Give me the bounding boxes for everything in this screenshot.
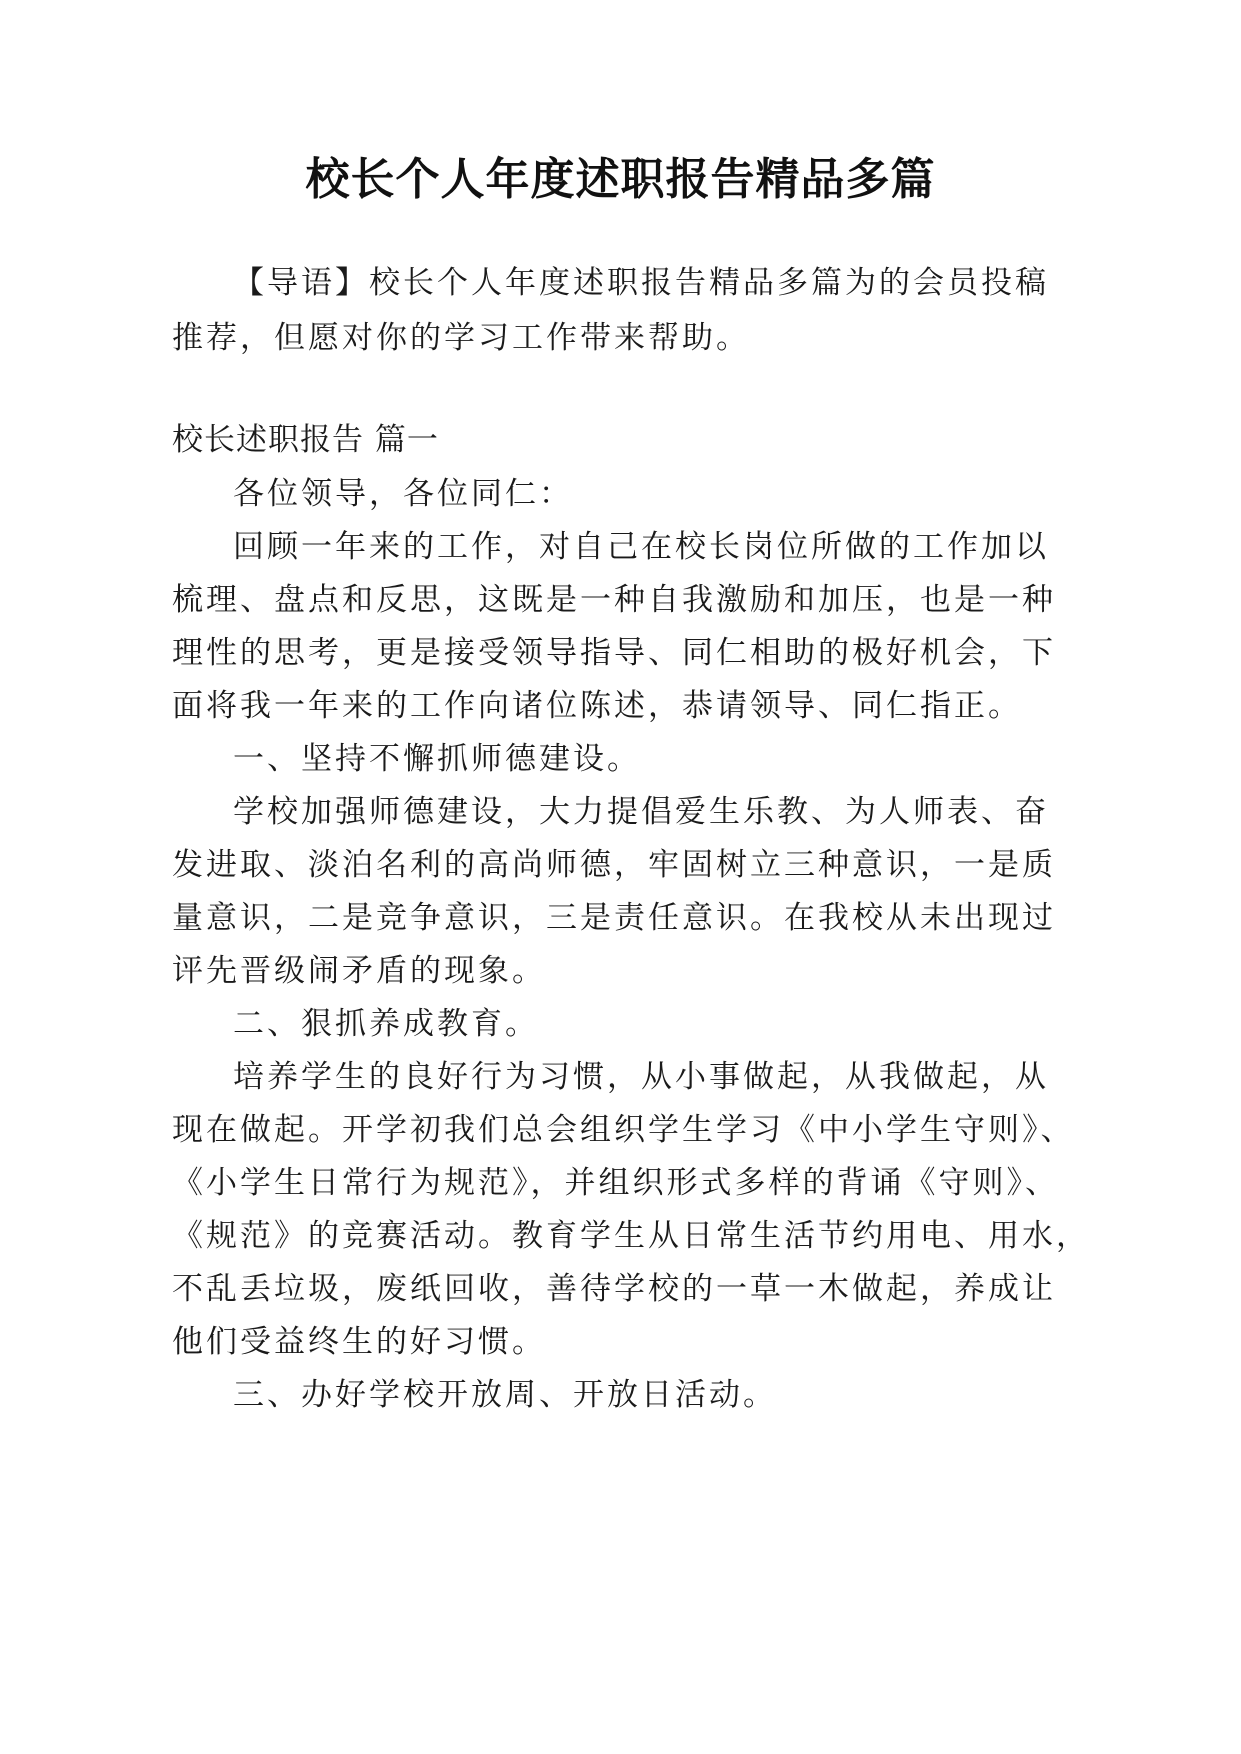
item-heading-2: 二、狠抓养成教育。 xyxy=(233,1006,539,1042)
paragraph-line: 《小学生日常行为规范》，并组织形式多样的背诵《守则》、 xyxy=(172,1165,1059,1201)
paragraph-line: 评先晋级闹矛盾的现象。 xyxy=(172,953,546,989)
paragraph-line: 发进取、淡泊名利的高尚师德，牢固树立三种意识，一是质 xyxy=(172,847,1056,883)
paragraph-line: 不乱丢垃圾，废纸回收，善待学校的一草一木做起，养成让 xyxy=(172,1271,1056,1307)
intro-line-2: 推荐，但愿对你的学习工作带来帮助。 xyxy=(172,320,750,356)
paragraph-line: 回顾一年来的工作，对自己在校长岗位所做的工作加以 xyxy=(233,529,1049,565)
document-title: 校长个人年度述职报告精品多篇 xyxy=(305,154,936,205)
paragraph-line: 学校加强师德建设，大力提倡爱生乐教、为人师表、奋 xyxy=(233,794,1049,830)
salutation: 各位领导，各位同仁： xyxy=(233,476,573,512)
paragraph-line: 他们受益终生的好习惯。 xyxy=(172,1324,546,1360)
section-heading: 校长述职报告 篇一 xyxy=(172,422,439,458)
paragraph-line: 量意识，二是竞争意识，三是责任意识。在我校从未出现过 xyxy=(172,900,1056,936)
paragraph-line: 面将我一年来的工作向诸位陈述，恭请领导、同仁指正。 xyxy=(172,688,1022,724)
item-heading-3: 三、办好学校开放周、开放日活动。 xyxy=(233,1377,777,1413)
paragraph-line: 理性的思考，更是接受领导指导、同仁相助的极好机会，下 xyxy=(172,635,1056,671)
paragraph-line: 培养学生的良好行为习惯，从小事做起，从我做起，从 xyxy=(233,1059,1049,1095)
paragraph-line: 《规范》的竞赛活动。教育学生从日常生活节约用电、用水， xyxy=(172,1218,1090,1254)
paragraph-line: 梳理、盘点和反思，这既是一种自我激励和加压，也是一种 xyxy=(172,582,1056,618)
paragraph-line: 现在做起。开学初我们总会组织学生学习《中小学生守则》、 xyxy=(172,1112,1075,1148)
item-heading-1: 一、坚持不懈抓师德建设。 xyxy=(233,741,641,777)
intro-line-1: 【导语】校长个人年度述职报告精品多篇为的会员投稿 xyxy=(233,265,1049,301)
